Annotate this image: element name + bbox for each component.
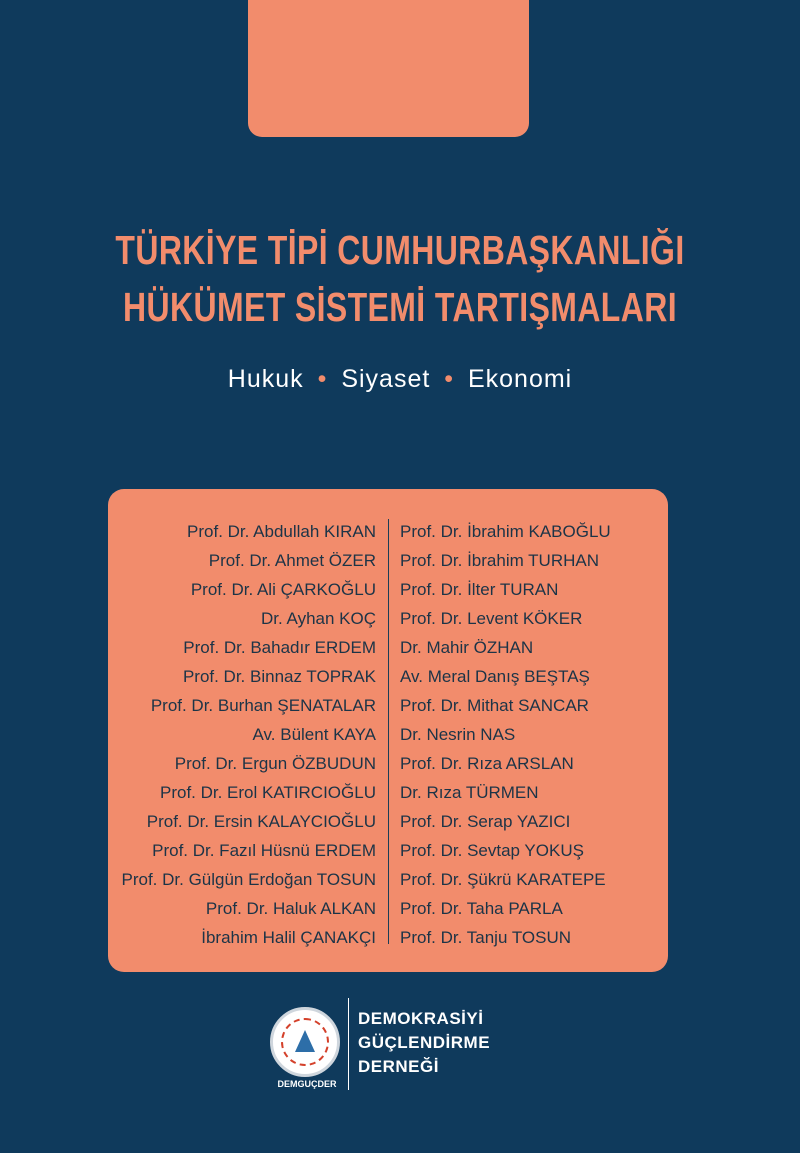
authors-right-column — [400, 517, 611, 952]
publisher-name — [358, 1007, 490, 1079]
emblem-caption: DEMGUÇDER — [277, 1079, 337, 1089]
author-name: Dr. Ayhan KOÇ — [261, 609, 376, 628]
author-name: Prof. Dr. Serap YAZICI — [400, 812, 571, 831]
book-title-line-2: HÜKÜMET SİSTEMİ TARTIŞMALARI — [123, 284, 677, 330]
author-name: Prof. Dr. Ergun ÖZBUDUN — [174, 754, 376, 773]
author-name: Prof. Dr. Sevtap YOKUŞ — [400, 841, 584, 860]
author-name: Prof. Dr. Erol KATIRCIOĞLU — [159, 783, 376, 802]
subtitle-part-law: Hukuk — [227, 365, 304, 393]
author-name: Prof. Dr. Şükrü KARATEPE — [400, 870, 606, 889]
authors-left-column — [122, 517, 377, 952]
author-name: Prof. Dr. Rıza ARSLAN — [400, 754, 574, 773]
author-name: Prof. Dr. İlter TURAN — [400, 580, 559, 599]
author-name: Prof. Dr. Mithat SANCAR — [400, 696, 589, 715]
authors-column-divider — [388, 519, 389, 944]
author-name: Av. Meral Danış BEŞTAŞ — [400, 667, 590, 686]
subtitle-part-politics: Siyaset — [341, 365, 431, 393]
subtitle-separator: • — [317, 365, 328, 393]
author-name: Dr. Rıza TÜRMEN — [400, 783, 539, 802]
author-name: Prof. Dr. İbrahim KABOĞLU — [400, 522, 611, 541]
publisher-name-line-1: DEMOKRASİYİ — [358, 1009, 484, 1028]
author-name: Prof. Dr. Abdullah KIRAN — [187, 522, 376, 541]
author-name: Prof. Dr. Ersin KALAYCIOĞLU — [146, 812, 376, 831]
book-title-line-1: TÜRKİYE TİPİ CUMHURBAŞKANLIĞI — [115, 227, 685, 273]
author-name: Prof. Dr. Tanju TOSUN — [400, 928, 572, 947]
author-name: Prof. Dr. Fazıl Hüsnü ERDEM — [152, 841, 376, 860]
subtitle-separator: • — [444, 365, 455, 393]
author-name: İbrahim Halil ÇANAKÇI — [201, 928, 376, 947]
association-emblem-icon — [270, 1007, 340, 1077]
author-name: Av. Bülent KAYA — [252, 725, 376, 744]
subtitle-part-economy: Ekonomi — [467, 365, 573, 393]
author-name: Prof. Dr. Taha PARLA — [400, 899, 563, 918]
publisher-name-line-3: DERNEĞİ — [358, 1057, 439, 1076]
author-name: Prof. Dr. Gülgün Erdoğan TOSUN — [121, 870, 376, 889]
author-name: Prof. Dr. İbrahim TURHAN — [400, 551, 600, 570]
authors-panel — [108, 489, 668, 972]
author-name: Prof. Dr. Ahmet ÖZER — [208, 551, 376, 570]
author-name: Prof. Dr. Bahadır ERDEM — [183, 638, 376, 657]
logo-divider — [348, 998, 349, 1090]
author-name: Dr. Mahir ÖZHAN — [400, 638, 534, 657]
publisher-name-line-2: GÜÇLENDİRME — [358, 1033, 491, 1052]
author-name: Prof. Dr. Haluk ALKAN — [205, 899, 376, 918]
book-subtitle — [0, 365, 800, 394]
author-name: Dr. Nesrin NAS — [400, 725, 516, 744]
author-name: Prof. Dr. Burhan ŞENATALAR — [150, 696, 376, 715]
author-name: Prof. Dr. Levent KÖKER — [400, 609, 583, 628]
top-decorative-tab — [248, 0, 529, 137]
author-name: Prof. Dr. Ali ÇARKOĞLU — [190, 580, 376, 599]
author-name: Prof. Dr. Binnaz TOPRAK — [182, 667, 376, 686]
